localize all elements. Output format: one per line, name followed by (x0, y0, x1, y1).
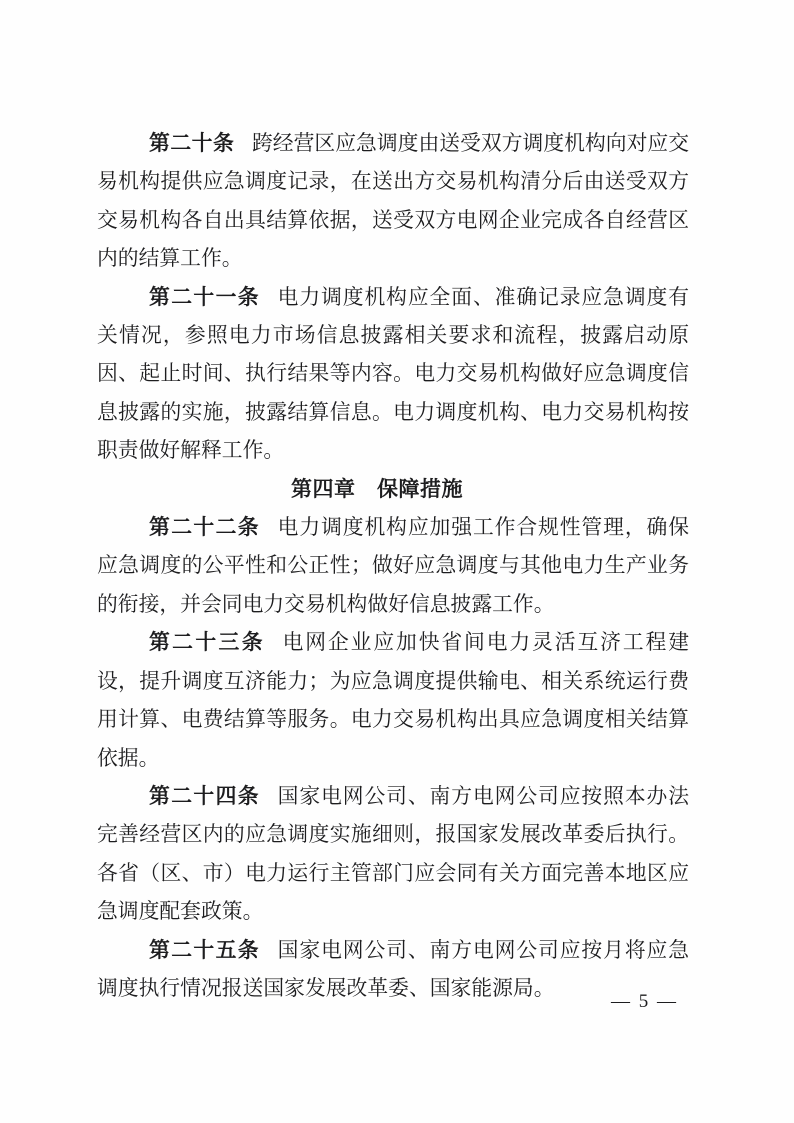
article-paragraph-21 (97, 279, 689, 471)
article-number: 第二十三条 (149, 631, 265, 655)
article-text: 电力调度机构应全面、准确记录应急调度有关情况，参照电力市场信息披露相关要求和流程，披露启动原因、起止时间、执行结果等内容。电力交易机构做好应急调度信息披露的实施，披露结算信息。电力调度机构、电力交易机构按职责做好解释工作。 (97, 285, 690, 463)
article-paragraph-22 (97, 509, 689, 624)
article-number: 第二十条 (149, 132, 235, 155)
article-paragraph-24 (97, 778, 689, 932)
article-number: 第二十四条 (149, 784, 260, 808)
article-text: 电力调度机构应加强工作合规性管理，确保应急调度的公平性和公正性；做好应急调度与其他电力生产业务的衔接，并会同电力交易机构做好信息披露工作。 (97, 516, 690, 616)
article-number: 第二十五条 (149, 938, 260, 962)
chapter-heading: 第四章 保障措施 (291, 477, 463, 501)
document-body (97, 125, 689, 1008)
article-text: 国家电网公司、南方电网公司应按月将应急调度执行情况报送国家发展改革委、国家能源局。 (97, 938, 690, 1000)
article-paragraph-25 (97, 932, 689, 1009)
article-text: 国家电网公司、南方电网公司应按照本办法完善经营区内的应急调度实施细则，报国家发展改革委后执行。各省（区、市）电力运行主管部门应会同有关方面完善本地区应急调度配套政策。 (97, 784, 690, 924)
article-paragraph-20 (97, 125, 689, 279)
article-number: 第二十一条 (149, 285, 260, 309)
page-number: — 5 — (611, 991, 678, 1012)
article-paragraph-23 (97, 624, 689, 778)
article-number: 第二十二条 (149, 516, 260, 540)
article-text: 电网企业应加快省间电力灵活互济工程建设，提升调度互济能力；为应急调度提供输电、相关系统运行费用计算、电费结算等服务。电力交易机构出具应急调度相关结算依据。 (97, 631, 690, 770)
article-text: 跨经营区应急调度由送受双方调度机构向对应交易机构提供应急调度记录，在送出方交易机构清分后由送受双方交易机构各自出具结算依据，送受双方电网企业完成各自经营区内的结算工作。 (97, 132, 690, 271)
